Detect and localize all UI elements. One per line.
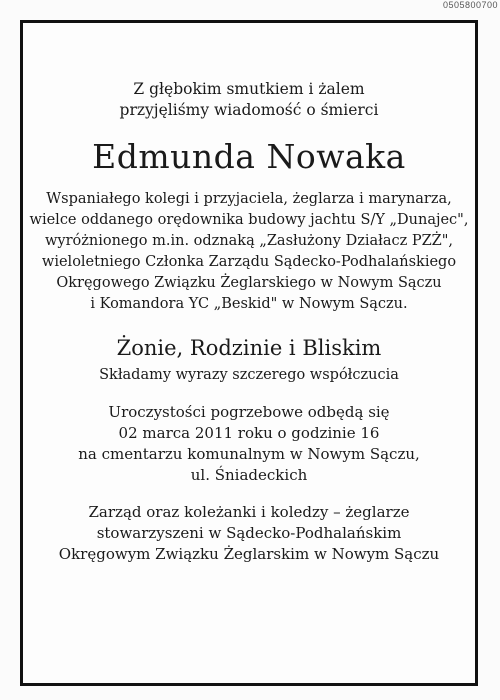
funeral-info xyxy=(23,402,475,486)
description-line: Wspaniałego kolegi i przyjaciela, żeglarza i marynarza, xyxy=(46,191,452,207)
intro-line: Z głębokim smutkiem i żalem xyxy=(133,80,365,98)
obituary-frame xyxy=(20,20,478,686)
signature-block xyxy=(23,502,475,565)
description-line: wyróżnionego m.in. odznaką „Zasłużony Działacz PZŻ", xyxy=(44,233,454,249)
condolence-text: Składamy wyrazy szczerego współczucia xyxy=(99,367,399,383)
intro-line: przyjęliśmy wiadomość o śmierci xyxy=(119,101,379,119)
funeral-line: na cmentarzu komunalnym w Nowym Sączu, xyxy=(78,445,420,463)
funeral-line: 02 marca 2011 roku o godzinie 16 xyxy=(118,424,380,442)
description-text xyxy=(23,189,475,315)
dedication-heading: Żonie, Rodzinie i Bliskim xyxy=(116,336,382,360)
signature-line: Okręgowym Związku Żeglarskim w Nowym Sączu xyxy=(58,545,440,563)
signature-line: stowarzyszeni w Sądecko-Podhalańskim xyxy=(96,524,402,542)
deceased-name: Edmunda Nowaka xyxy=(92,137,406,176)
funeral-line: Uroczystości pogrzebowe odbędą się xyxy=(108,403,390,421)
obituary-content xyxy=(23,79,475,565)
funeral-line: ul. Śniadeckich xyxy=(190,466,308,484)
description-line: i Komandora YC „Beskid" w Nowym Sączu. xyxy=(90,296,408,312)
signature-line: Zarząd oraz koleżanki i koledzy – żeglarze xyxy=(88,503,410,521)
description-line: Okręgowego Związku Żeglarskiego w Nowym Sączu xyxy=(56,275,442,291)
description-line: wielce oddanego orędownika budowy jachtu S/Y „Dunajec", xyxy=(29,212,469,228)
intro-text xyxy=(23,79,475,121)
corner-code: 0505800700 xyxy=(442,0,498,10)
description-line: wieloletniego Członka Zarządu Sądecko-Podhalańskiego xyxy=(41,254,457,270)
